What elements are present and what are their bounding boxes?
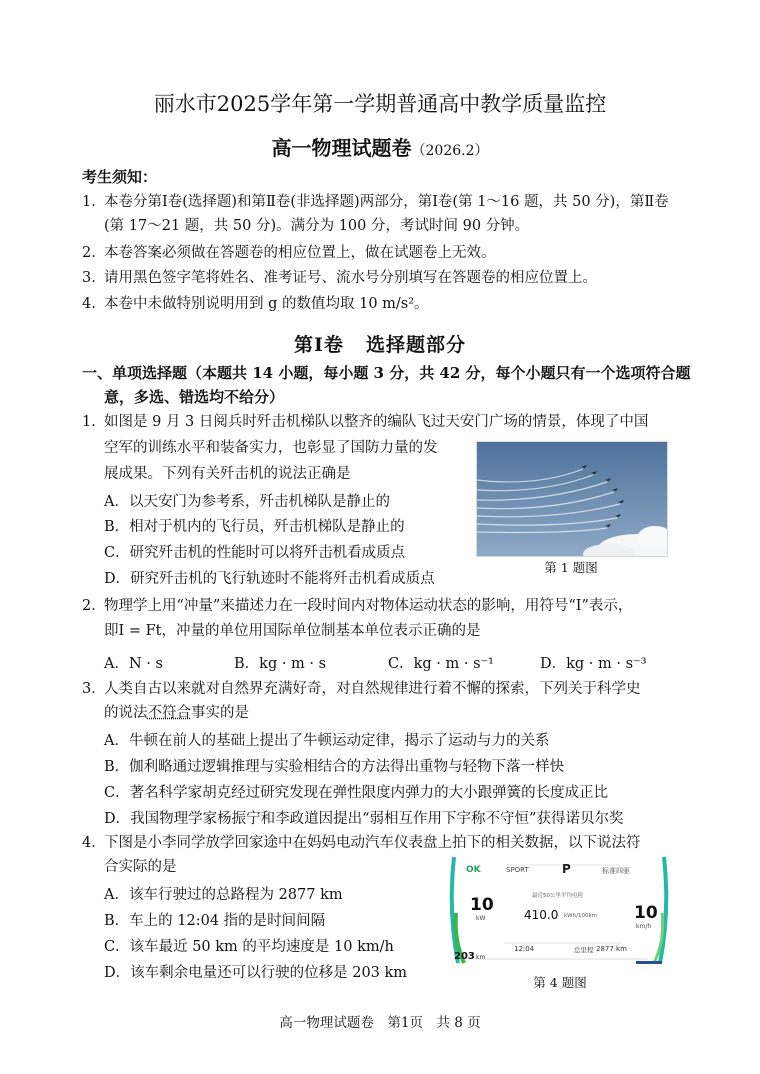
speed-value: 10 (634, 903, 658, 923)
odometer-value: 2877 km (596, 945, 627, 953)
figure-4-caption: 第 4 题图 (533, 975, 587, 990)
q1-option-c: C．研究歼击机的性能时可以将歼击机看成质点 (104, 545, 406, 561)
paper-date: （2026.2） (411, 143, 489, 159)
jet-formation-image (477, 442, 667, 556)
page-footer: 高一物理试题卷 第1页 共 8 页 (279, 1015, 481, 1031)
part-heading: 一、单项选择题（本题共 14 小题，每小题 3 分，共 42 分，每个小题只有一个选项符合题 (82, 364, 691, 382)
question-2: 2．物理学上用“冲量”来描述力在一段时间内对物体运动状态的影响，用符号“I”表示， (82, 598, 633, 614)
q2-option-a: A．N · s (104, 656, 163, 672)
q2-option-c: C．kg · m · s⁻¹ (388, 656, 494, 672)
q1-option-a: A．以天安门为参考系，歼击机梯队是静止的 (104, 494, 390, 510)
exam-title: 丽水市2025学年第一学期普通高中教学质量监控 (153, 92, 607, 116)
odometer-label: 总里程 (574, 946, 594, 954)
note-item: 1．本卷分第Ⅰ卷(选择题)和第Ⅱ卷(非选择题)两部分，第Ⅰ卷(第 1～16 题，共 50 分)，第Ⅱ卷 (82, 194, 669, 210)
paper-title (0, 132, 760, 161)
power-unit: kW (476, 915, 486, 922)
awd-mode-label: 标准四驱 (602, 867, 630, 875)
part-heading-cont: 意，多选、错选均不给分） (104, 388, 285, 406)
power-value: 10 (470, 895, 494, 915)
gear-indicator: P (562, 862, 571, 876)
section-title: 第Ⅰ卷 选择题部分 (294, 334, 466, 356)
paper-subtitle: 高一物理试题卷 (271, 136, 412, 160)
figure-1-caption: 第 1 题图 (544, 560, 598, 575)
question-1-cont: 展成果。下列有关歼击机的说法正确是 (104, 466, 351, 482)
drive-mode-label: SPORT (506, 866, 529, 874)
q2-option-b: B．kg · m · s (234, 656, 327, 672)
question-4-cont: 合实际的是 (104, 859, 177, 875)
clock-time: 12:04 (514, 945, 535, 953)
q1-option-d: D．研究歼击机的飞行轨迹时不能将歼击机看成质点 (104, 571, 435, 587)
q4-option-d: D．该车剩余电量还可以行驶的位移是 203 km (104, 965, 408, 981)
note-item: 4. 本卷中未做特别说明用到 g 的数值均取 10 m/s²。 (82, 296, 429, 312)
avg-consumption-label: 最近50公里平均电耗 (532, 893, 583, 899)
q1-option-b: B．相对于机内的飞行员，歼击机梯队是静止的 (104, 519, 405, 535)
q4-option-b: B．车上的 12:04 指的是时间间隔 (104, 913, 326, 929)
q3-option-b: B．伽利略通过逻辑推理与实验相结合的方法得出重物与轻物下落一样快 (104, 759, 565, 775)
note-item-cont: (第 17～21 题，共 50 分)。满分为 100 分，考试时间 90 分钟。 (104, 218, 530, 234)
q4-option-c: C．该车最近 50 km 的平均速度是 10 km/h (104, 939, 394, 955)
q3-option-d: D．我国物理学家杨振宁和李政道因提出“弱相互作用下宇称不守恒”获得诺贝尔奖 (104, 811, 624, 827)
question-1-cont: 空军的训练水平和装备实力，也彰显了国防力量的发 (104, 440, 438, 456)
notes-heading: 考生须知： (82, 168, 158, 186)
question-3: 3．人类自古以来就对自然界充满好奇，对自然规律进行着不懈的探索，下列关于科学史 (82, 681, 641, 697)
q2-option-d: D．kg · m · s⁻³ (540, 656, 647, 672)
ev-dashboard-photo (444, 851, 674, 969)
q3-option-a: A．牛顿在前人的基础上提出了牛顿运动定律，揭示了运动与力的关系 (104, 733, 550, 749)
note-item: 2．本卷答案必须做在答题卷的相应位置上，做在试题卷上无效。 (82, 245, 496, 261)
avg-consumption-value: 410.0 (524, 908, 559, 922)
speed-unit: km/h (636, 923, 652, 930)
avg-consumption-unit: kWh/100km (564, 913, 598, 919)
q3-option-c: C．著名科学家胡克经过研究发现在弹性限度内弹力的大小跟弹簧的长度成正比 (104, 785, 609, 801)
jet-formation-photo (476, 441, 668, 557)
remaining-range-unit: km (476, 954, 486, 961)
remaining-range-value: 203 (454, 951, 475, 962)
question-4: 4．下图是小李同学放学回家途中在妈妈电动汽车仪表盘上拍下的相关数据，以下说法符 (82, 835, 641, 851)
note-item: 3．请用黑色签字笔将姓名、准考证号、流水号分别填写在答题卷的相应位置上。 (82, 270, 597, 286)
question-2-cont: 即I = Ft，冲量的单位用国际单位制基本单位表示正确的是 (104, 623, 481, 639)
ok-indicator: OK (466, 865, 481, 875)
question-1: 1．如图是 9 月 3 日阅兵时歼击机梯队以整齐的编队飞过天安门广场的情景，体现了中国 (82, 414, 649, 430)
question-3-cont: 的说法不符合事实的是 (104, 705, 249, 721)
q4-option-a: A．该车行驶过的总路程为 2877 km (104, 887, 343, 903)
emphasis-not: 不符合 (147, 705, 191, 721)
